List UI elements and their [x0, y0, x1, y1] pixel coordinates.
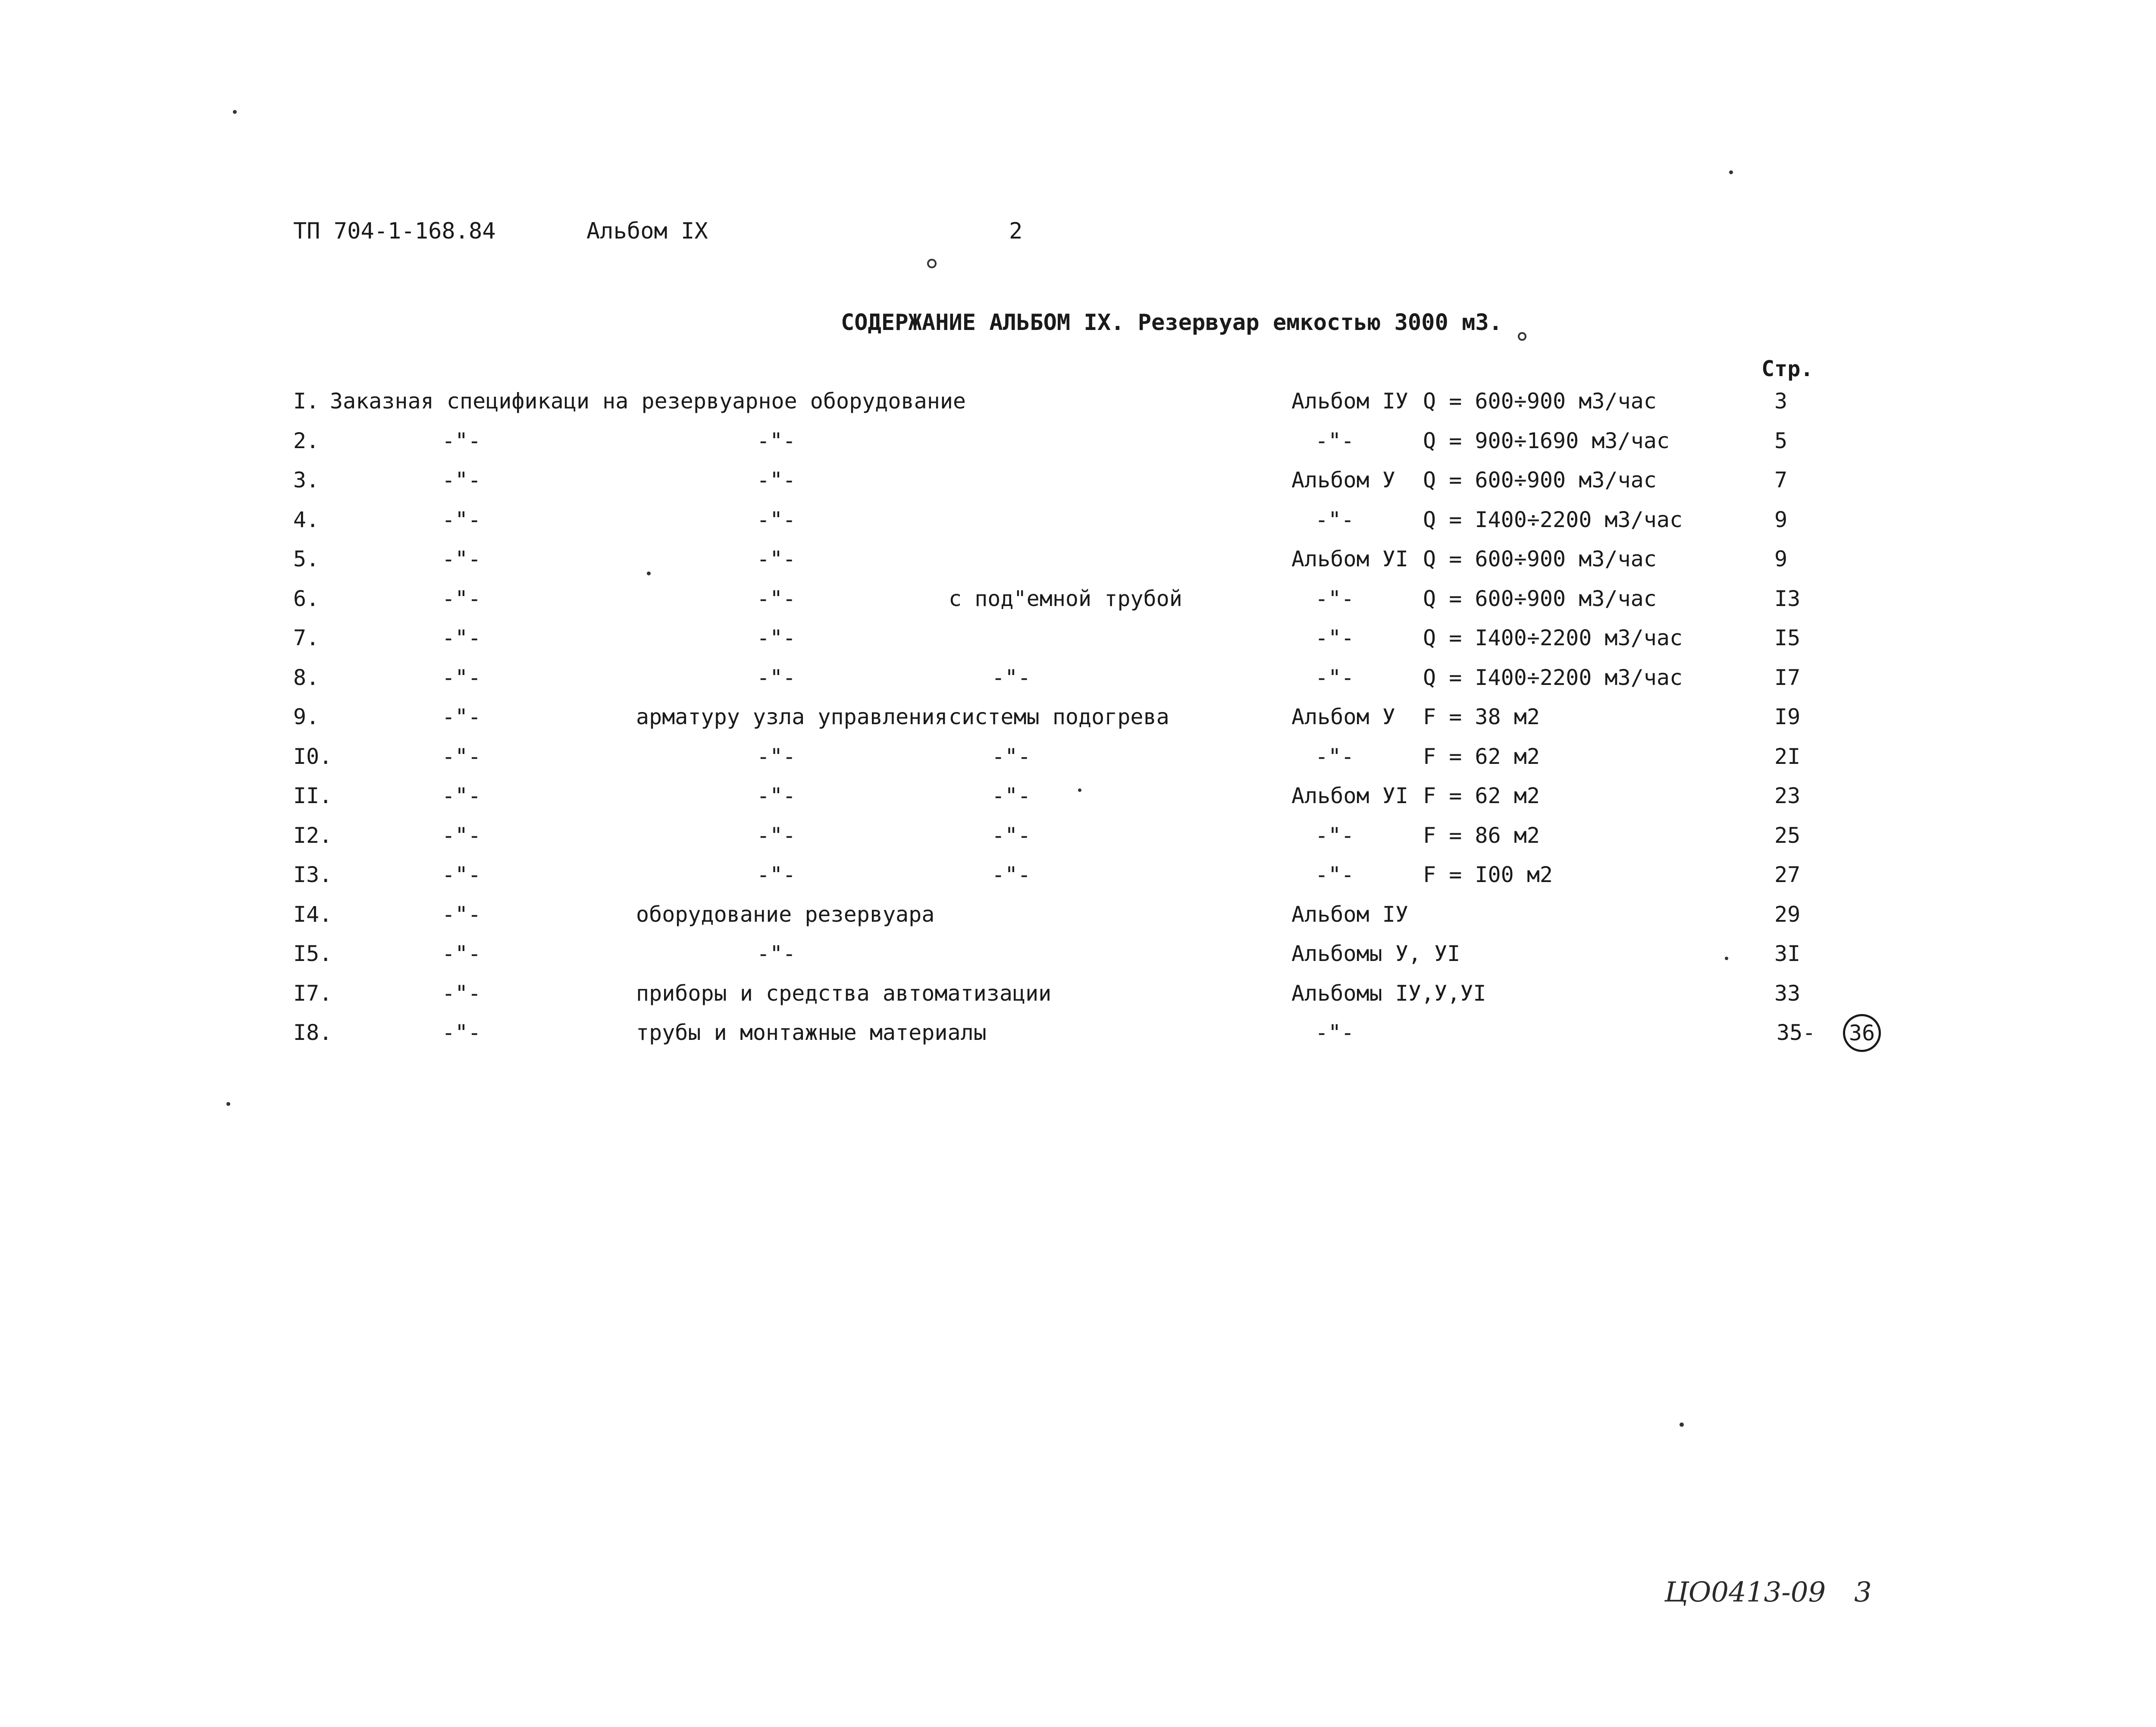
row-number: I5.	[293, 941, 332, 966]
row-page: 9	[1774, 546, 1788, 571]
row-item-text: -"-	[442, 783, 481, 808]
row-item-text: -"-	[442, 823, 481, 848]
scan-speck	[1518, 332, 1526, 341]
row-number: 6.	[293, 586, 320, 611]
row-item-subtext: -"-	[757, 862, 796, 887]
scan-speck	[226, 1102, 230, 1106]
row-item-text: -"-	[442, 507, 481, 532]
row-item-subtext: -"-	[757, 428, 796, 453]
row-number: 2.	[293, 428, 320, 453]
row-number: 9.	[293, 704, 320, 729]
row-page: I9	[1774, 704, 1801, 729]
row-item-note: -"-	[992, 744, 1031, 769]
row-parameter: Q = I400÷2200 м3/час	[1423, 665, 1683, 690]
row-item-subtext: -"-	[757, 823, 796, 848]
row-album: Альбом У	[1291, 704, 1395, 729]
row-item-subtext: -"-	[757, 546, 796, 571]
row-album: Альбомы IУ,У,УI	[1291, 981, 1486, 1006]
row-item-text: -"-	[442, 586, 481, 611]
row-page: 9	[1774, 507, 1788, 532]
row-item-subtext: -"-	[757, 586, 796, 611]
row-number: I.	[293, 389, 320, 414]
row-parameter: Q = 600÷900 м3/час	[1423, 586, 1657, 611]
page-number: 2	[1009, 218, 1023, 244]
row-album: -"-	[1315, 744, 1354, 769]
row-parameter: F = 86 м2	[1423, 823, 1540, 848]
row-item-subtext: оборудование резервуара	[636, 902, 935, 927]
row-item-note: -"-	[992, 823, 1031, 848]
album-label: Альбом IX	[586, 218, 708, 244]
row-parameter: Q = 600÷900 м3/час	[1423, 389, 1657, 414]
row-item-note: -"-	[992, 862, 1031, 887]
row-number: I3.	[293, 862, 332, 887]
scan-speck	[233, 110, 237, 114]
row-page: 33	[1774, 981, 1801, 1006]
row-page: 5	[1774, 428, 1788, 453]
scan-speck	[1680, 1422, 1684, 1427]
row-item-text: -"-	[442, 862, 481, 887]
doc-number: ТП 704-1-168.84	[293, 218, 496, 244]
row-page: 3I	[1774, 941, 1801, 966]
archive-code: ЦО0413-09	[1664, 1576, 1826, 1608]
row-item-text: -"-	[442, 468, 481, 493]
row-item-note: -"-	[992, 665, 1031, 690]
scan-speck	[1725, 957, 1728, 960]
row-page: 23	[1774, 783, 1801, 808]
row-number: I4.	[293, 902, 332, 927]
sheet-number: 3	[1854, 1576, 1872, 1608]
row-page: 35-	[1777, 1020, 1816, 1045]
row-item-text: -"-	[442, 902, 481, 927]
row-album: -"-	[1315, 862, 1354, 887]
row-album: -"-	[1315, 665, 1354, 690]
row-page: 29	[1774, 902, 1801, 927]
row-parameter: F = 62 м2	[1423, 783, 1540, 808]
row-item-note: с под"емной трубой	[949, 586, 1182, 611]
row-album: Альбом УI	[1291, 783, 1408, 808]
row-item-note: -"-	[992, 783, 1031, 808]
row-number: 8.	[293, 665, 320, 690]
row-page: I3	[1774, 586, 1801, 611]
row-parameter: F = I00 м2	[1423, 862, 1553, 887]
row-item-text: -"-	[442, 704, 481, 729]
row-parameter: Q = I400÷2200 м3/час	[1423, 507, 1683, 532]
row-item-subtext: -"-	[757, 665, 796, 690]
row-page: I7	[1774, 665, 1801, 690]
row-page: 3	[1774, 389, 1788, 414]
row-album: -"-	[1315, 823, 1354, 848]
row-item-text: -"-	[442, 546, 481, 571]
row-number: 3.	[293, 468, 320, 493]
row-parameter: F = 38 м2	[1423, 704, 1540, 729]
row-item-subtext: -"-	[757, 507, 796, 532]
row-parameter: Q = 600÷900 м3/час	[1423, 546, 1657, 571]
row-item-subtext: -"-	[757, 744, 796, 769]
row-page: I5	[1774, 625, 1801, 650]
row-number: II.	[293, 783, 332, 808]
row-item-text: -"-	[442, 428, 481, 453]
row-album: -"-	[1315, 428, 1354, 453]
row-page: 2I	[1774, 744, 1801, 769]
row-item-text: -"-	[442, 625, 481, 650]
row-page: 27	[1774, 862, 1801, 887]
row-item-subtext: -"-	[757, 941, 796, 966]
scan-speck	[647, 571, 651, 575]
row-item-text: -"-	[442, 744, 481, 769]
row-item-text: -"-	[442, 941, 481, 966]
row-parameter: Q = 600÷900 м3/час	[1423, 468, 1657, 493]
row-page-wrap	[1841, 1014, 1881, 1052]
row-album: Альбомы У, УI	[1291, 941, 1460, 966]
row-item-note: системы подогрева	[949, 704, 1169, 729]
row-parameter: F = 62 м2	[1423, 744, 1540, 769]
row-parameter: Q = 900÷1690 м3/час	[1423, 428, 1670, 453]
page-title: СОДЕРЖАНИЕ АЛЬБОМ IX. Резервуар емкостью 3000 м3.	[841, 310, 1503, 336]
row-item-subtext: -"-	[757, 783, 796, 808]
row-album: -"-	[1315, 1020, 1354, 1045]
row-album: Альбом УI	[1291, 546, 1408, 571]
row-number: I2.	[293, 823, 332, 848]
scan-speck	[927, 259, 937, 268]
page-column-header: Стр.	[1761, 356, 1814, 381]
row-item-text: -"-	[442, 1020, 481, 1045]
row-page: 7	[1774, 468, 1788, 493]
row-album: Альбом IУ	[1291, 389, 1408, 414]
row-album: -"-	[1315, 625, 1354, 650]
row-item-subtext: трубы и монтажные материалы	[636, 1020, 987, 1045]
row-album: -"-	[1315, 586, 1354, 611]
row-item-text: -"-	[442, 981, 481, 1006]
row-item-text: -"-	[442, 665, 481, 690]
row-number: 5.	[293, 546, 320, 571]
row-number: 4.	[293, 507, 320, 532]
circled-page-number: 36	[1843, 1014, 1881, 1052]
scan-speck	[1078, 788, 1081, 792]
row-item-text: Заказная спецификаци на резервуарное оборудование	[330, 389, 966, 414]
row-album: Альбом У	[1291, 468, 1395, 493]
row-page: 25	[1774, 823, 1801, 848]
row-number: I8.	[293, 1020, 332, 1045]
row-item-subtext: приборы и средства автоматизации	[636, 981, 1052, 1006]
row-number: I0.	[293, 744, 332, 769]
row-item-subtext: арматуру узла управления	[636, 704, 948, 729]
row-number: 7.	[293, 625, 320, 650]
row-parameter: Q = I400÷2200 м3/час	[1423, 625, 1683, 650]
row-album: -"-	[1315, 507, 1354, 532]
row-number: I7.	[293, 981, 332, 1006]
scan-speck	[1729, 170, 1733, 174]
row-item-subtext: -"-	[757, 625, 796, 650]
row-album: Альбом IУ	[1291, 902, 1408, 927]
row-item-subtext: -"-	[757, 468, 796, 493]
